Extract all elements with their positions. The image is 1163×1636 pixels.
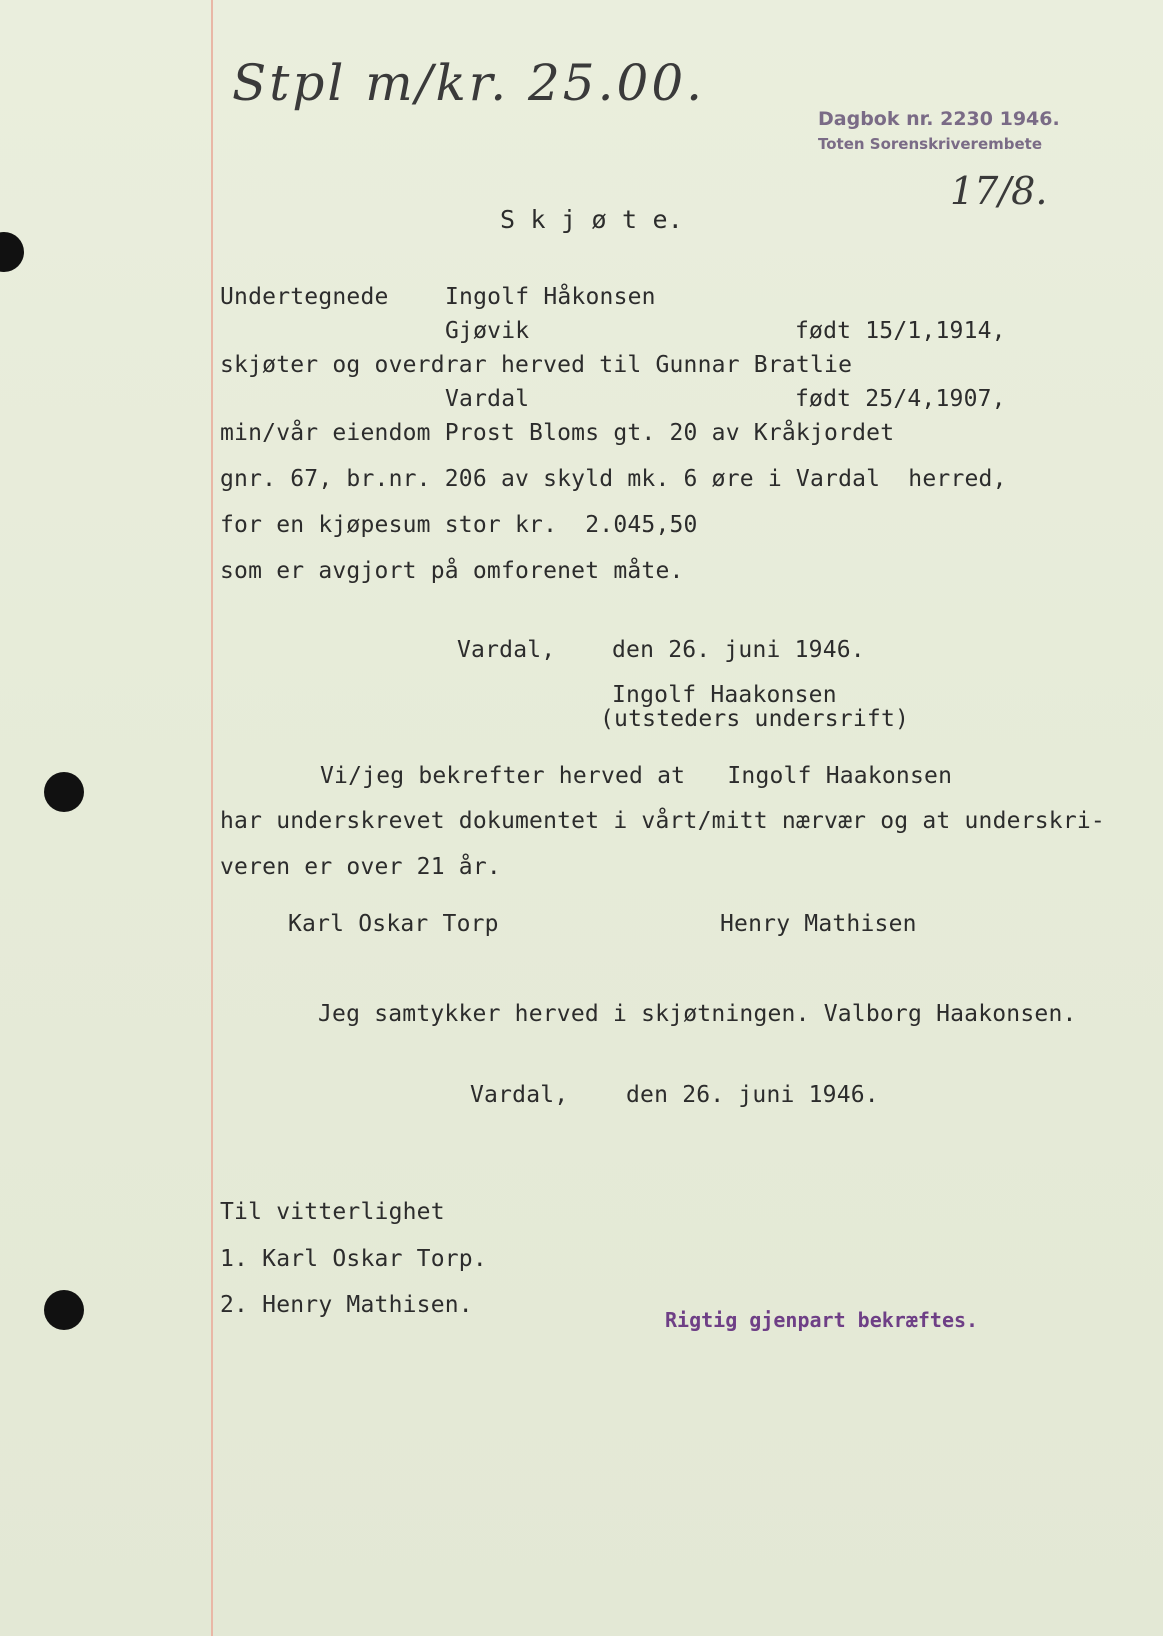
signature-caption: (utsteders undersrift) bbox=[600, 706, 910, 732]
body-line: min/vår eiendom Prost Bloms gt. 20 av Kråkjordet bbox=[220, 420, 895, 446]
attestation-heading: Til vitterlighet bbox=[220, 1199, 445, 1225]
registry-stamp-line1: Dagbok nr. 2230 1946. bbox=[818, 108, 1060, 130]
body-line: Undertegnede bbox=[220, 284, 389, 310]
attestation-item: 1. Karl Oskar Torp. bbox=[220, 1246, 487, 1272]
seller-place: Gjøvik bbox=[445, 318, 530, 344]
attestation-item: 2. Henry Mathisen. bbox=[220, 1292, 473, 1318]
certified-copy-stamp: Rigtig gjenpart bekræftes. bbox=[665, 1308, 979, 1332]
seller-birthdate: født 15/1,1914, bbox=[795, 318, 1006, 344]
buyer-place: Vardal bbox=[445, 386, 530, 412]
registry-stamp-line2: Toten Sorenskriverembete bbox=[818, 135, 1042, 153]
place: Vardal, bbox=[470, 1082, 569, 1108]
witness-statement-line: har underskrevet dokumentet i vårt/mitt nærvær og at underskri- bbox=[220, 808, 1105, 834]
date: den 26. juni 1946. bbox=[626, 1082, 879, 1108]
margin-line bbox=[211, 0, 213, 1636]
witness-name: Karl Oskar Torp bbox=[288, 911, 499, 937]
witness-name: Henry Mathisen bbox=[720, 911, 917, 937]
date: den 26. juni 1946. bbox=[612, 637, 865, 663]
buyer-birthdate: født 25/4,1907, bbox=[795, 386, 1006, 412]
body-line: gnr. 67, br.nr. 206 av skyld mk. 6 øre i Vardal herred, bbox=[220, 466, 1007, 492]
body-line: som er avgjort på omforenet måte. bbox=[220, 558, 684, 584]
witness-statement-line: Vi/jeg bekrefter herved at Ingolf Haakonsen bbox=[320, 763, 953, 789]
punch-hole bbox=[44, 772, 84, 812]
seller-name: Ingolf Håkonsen bbox=[445, 284, 656, 310]
body-line: skjøter og overdrar herved til Gunnar Bratlie bbox=[220, 352, 853, 378]
purchase-price-line: for en kjøpesum stor kr. 2.045,50 bbox=[220, 512, 698, 538]
punch-hole bbox=[44, 1290, 84, 1330]
punch-hole bbox=[0, 232, 24, 272]
spousal-consent: Jeg samtykker herved i skjøtningen. Valborg Haakonsen. bbox=[318, 1001, 1077, 1027]
signatory-name: Ingolf Haakonsen bbox=[612, 682, 837, 708]
place: Vardal, bbox=[457, 637, 556, 663]
document-title: S k j ø t e. bbox=[500, 205, 684, 234]
margin-note: Stpl m/kr. 25.00. bbox=[232, 54, 706, 112]
handwritten-date: 17/8. bbox=[950, 169, 1048, 213]
witness-statement-line: veren er over 21 år. bbox=[220, 854, 501, 880]
